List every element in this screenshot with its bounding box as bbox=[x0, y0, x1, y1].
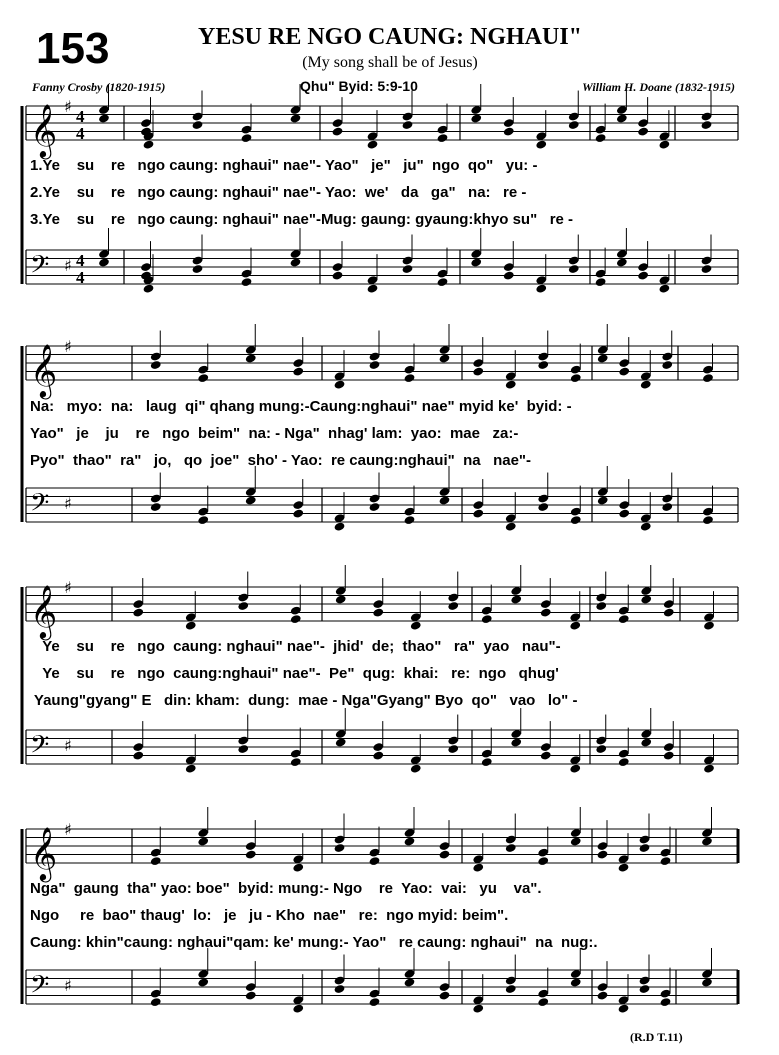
note-head bbox=[481, 614, 493, 624]
lyric-line: Na: myo: na: laug qi" qhang mung:-Caung:nghaui" nae" myid ke' byid: - bbox=[30, 398, 572, 415]
note-head bbox=[505, 843, 517, 853]
note-head bbox=[618, 757, 630, 767]
note-head bbox=[372, 750, 384, 760]
note-head bbox=[663, 750, 675, 760]
key-signature-sharp: ♯ bbox=[64, 97, 72, 116]
note-head bbox=[658, 284, 670, 294]
lyric-line: Pyo" thao" ra" jo, qo joe" sho' - Yao: re caung:nghaui" na nae"- bbox=[30, 452, 532, 469]
note-head bbox=[595, 744, 607, 754]
note-head bbox=[472, 863, 484, 873]
note-head bbox=[701, 264, 713, 274]
note-head bbox=[447, 744, 459, 754]
note-head bbox=[535, 284, 547, 294]
note-head bbox=[185, 764, 197, 774]
note-head bbox=[570, 373, 582, 383]
note-head bbox=[292, 863, 304, 873]
note-head bbox=[540, 750, 552, 760]
note-head bbox=[535, 140, 547, 150]
key-signature-sharp: ♯ bbox=[64, 494, 72, 513]
note-head bbox=[185, 621, 197, 631]
key-signature-sharp: ♯ bbox=[64, 337, 72, 356]
note-head bbox=[618, 614, 630, 624]
note-head bbox=[437, 277, 449, 287]
note-head bbox=[132, 607, 144, 617]
note-head bbox=[402, 120, 414, 130]
bass-clef: 𝄢 bbox=[30, 730, 50, 766]
time-signature: 4 bbox=[76, 124, 85, 143]
note-head bbox=[150, 997, 162, 1007]
note-head bbox=[241, 277, 253, 287]
note-head bbox=[663, 607, 675, 617]
note-head bbox=[369, 997, 381, 1007]
note-head bbox=[505, 984, 517, 994]
time-signature: 4 bbox=[76, 251, 85, 270]
note-head bbox=[597, 990, 609, 1000]
note-head bbox=[334, 380, 346, 390]
note-head bbox=[472, 508, 484, 518]
note-head bbox=[658, 140, 670, 150]
lyric-line: Yao" je ju re ngo beim" na: - Nga" nhag' lam: yao: mae za:- bbox=[30, 425, 519, 442]
note-head bbox=[334, 522, 346, 532]
note-head bbox=[143, 284, 155, 294]
note-head bbox=[639, 984, 651, 994]
note-head bbox=[192, 264, 204, 274]
lyric-line: Yaung"gyang" E din: kham: dung: mae - Nga"Gyang" Byo qo" vao lo" - bbox=[30, 692, 578, 709]
note-head bbox=[472, 366, 484, 376]
note-head bbox=[660, 997, 672, 1007]
note-head bbox=[568, 120, 580, 130]
note-head bbox=[367, 284, 379, 294]
scripture-reference: Qhu" Byid: 5:9-10 bbox=[300, 78, 418, 94]
note-head bbox=[568, 264, 580, 274]
hymn-subtitle: (My song shall be of Jesus) bbox=[302, 54, 478, 71]
note-head bbox=[334, 984, 346, 994]
note-head bbox=[367, 140, 379, 150]
note-head bbox=[660, 856, 672, 866]
note-head bbox=[702, 373, 714, 383]
note-head bbox=[597, 849, 609, 859]
footer-code: (R.D T.11) bbox=[630, 1030, 683, 1044]
note-head bbox=[472, 1004, 484, 1014]
note-head bbox=[245, 990, 257, 1000]
note-head bbox=[437, 133, 449, 143]
composer-credit: William H. Doane (1832-1915) bbox=[582, 80, 735, 94]
note-head bbox=[637, 270, 649, 280]
time-signature: 4 bbox=[76, 107, 85, 126]
note-head bbox=[618, 366, 630, 376]
lyric-line: 1.Ye su re ngo caung: nghaui" nae"- Yao" je" ju" ngo qo" yu: - bbox=[30, 157, 538, 174]
note-head bbox=[292, 1004, 304, 1014]
note-head bbox=[237, 744, 249, 754]
note-head bbox=[439, 990, 451, 1000]
key-signature-sharp: ♯ bbox=[64, 578, 72, 597]
note-head bbox=[404, 515, 416, 525]
note-head bbox=[372, 607, 384, 617]
note-head bbox=[570, 515, 582, 525]
lyric-line: Ye su re ngo caung:nghaui" nae"- Pe" qug: khai: re: ngo qhug' bbox=[30, 665, 559, 682]
note-head bbox=[569, 764, 581, 774]
note-head bbox=[639, 843, 651, 853]
note-head bbox=[150, 360, 162, 370]
treble-clef: 𝄞 bbox=[30, 584, 58, 638]
note-head bbox=[369, 360, 381, 370]
lyric-line: 3.Ye su re ngo caung: nghaui" nae"-Mug: gaung: gyaung:khyo su" re - bbox=[30, 211, 574, 228]
note-head bbox=[701, 120, 713, 130]
note-head bbox=[237, 601, 249, 611]
note-head bbox=[661, 502, 673, 512]
note-head bbox=[192, 120, 204, 130]
hymn-number: 153 bbox=[36, 24, 110, 73]
hymn-title: YESU RE NGO CAUNG: NGHAUI" bbox=[197, 24, 582, 50]
treble-clef: 𝄞 bbox=[30, 103, 58, 157]
note-head bbox=[410, 764, 422, 774]
note-head bbox=[537, 997, 549, 1007]
key-signature-sharp: ♯ bbox=[64, 256, 72, 275]
key-signature-sharp: ♯ bbox=[64, 976, 72, 995]
note-head bbox=[703, 621, 715, 631]
note-head bbox=[197, 373, 209, 383]
bass-clef: 𝄢 bbox=[30, 250, 50, 286]
note-head bbox=[618, 863, 630, 873]
lyric-line: Caung: khin"caung: nghaui"qam: ke' mung:- Yao" re caung: nghaui" na nug:. bbox=[30, 934, 598, 951]
time-signature: 4 bbox=[76, 268, 85, 287]
note-head bbox=[197, 515, 209, 525]
note-head bbox=[618, 1004, 630, 1014]
note-head bbox=[439, 849, 451, 859]
note-head bbox=[290, 757, 302, 767]
note-head bbox=[569, 621, 581, 631]
note-head bbox=[241, 133, 253, 143]
lyric-line: Nga" gaung tha" yao: boe" byid: mung:- Ngo re Yao: vai: yu va". bbox=[30, 880, 542, 897]
note-head bbox=[410, 621, 422, 631]
note-head bbox=[505, 380, 517, 390]
treble-clef: 𝄞 bbox=[30, 826, 58, 880]
note-head bbox=[661, 360, 673, 370]
note-head bbox=[481, 757, 493, 767]
note-head bbox=[402, 264, 414, 274]
note-head bbox=[334, 843, 346, 853]
note-head bbox=[369, 856, 381, 866]
note-head bbox=[595, 601, 607, 611]
note-head bbox=[404, 373, 416, 383]
key-signature-sharp: ♯ bbox=[64, 820, 72, 839]
note-head bbox=[143, 140, 155, 150]
lyric-line: 2.Ye su re ngo caung: nghaui" nae"- Yao: we' da ga" na: re - bbox=[30, 184, 527, 201]
note-head bbox=[640, 522, 652, 532]
treble-clef: 𝄞 bbox=[30, 343, 58, 397]
note-head bbox=[595, 277, 607, 287]
note-head bbox=[150, 856, 162, 866]
lyric-line: Ye su re ngo caung: nghaui" nae"- jhid' de; thao" ra" yao nau"- bbox=[30, 638, 561, 655]
note-head bbox=[595, 133, 607, 143]
note-head bbox=[703, 764, 715, 774]
note-head bbox=[290, 614, 302, 624]
note-head bbox=[537, 502, 549, 512]
note-head bbox=[245, 849, 257, 859]
note-head bbox=[369, 502, 381, 512]
note-head bbox=[292, 366, 304, 376]
note-head bbox=[537, 856, 549, 866]
lyric-line: Ngo re bao" thaug' lo: je ju - Kho nae" re: ngo myid: beim". bbox=[30, 907, 509, 924]
note-head bbox=[332, 126, 344, 136]
note-head bbox=[505, 522, 517, 532]
note-head bbox=[503, 270, 515, 280]
note-head bbox=[540, 607, 552, 617]
note-head bbox=[618, 508, 630, 518]
bass-clef: 𝄢 bbox=[30, 488, 50, 524]
note-head bbox=[132, 750, 144, 760]
note-head bbox=[637, 126, 649, 136]
note-head bbox=[292, 508, 304, 518]
lyricist-credit: Fanny Crosby (1820-1915) bbox=[32, 80, 166, 94]
note-head bbox=[150, 502, 162, 512]
note-head bbox=[537, 360, 549, 370]
note-head bbox=[503, 126, 515, 136]
note-head bbox=[332, 270, 344, 280]
note-head bbox=[702, 515, 714, 525]
bass-clef: 𝄢 bbox=[30, 970, 50, 1006]
key-signature-sharp: ♯ bbox=[64, 736, 72, 755]
note-head bbox=[640, 380, 652, 390]
note-head bbox=[447, 601, 459, 611]
